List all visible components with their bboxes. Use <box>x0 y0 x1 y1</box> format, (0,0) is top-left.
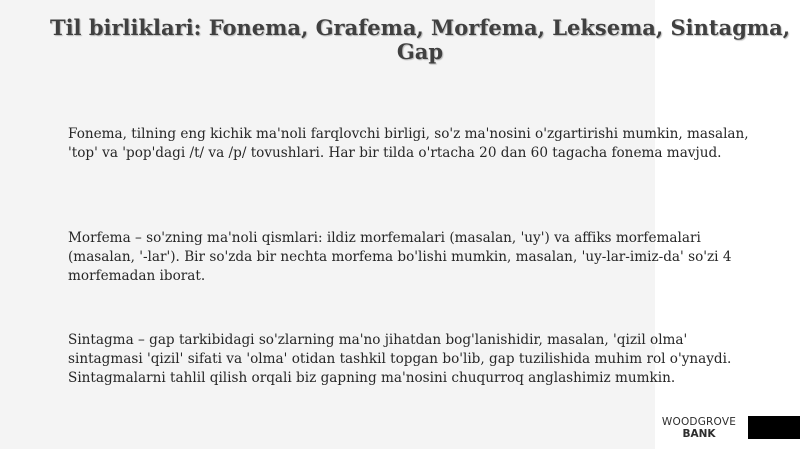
logo-line-woodgrove: WOODGROVE <box>661 416 737 428</box>
black-rectangle <box>748 416 800 439</box>
paragraph-morfema: Morfema – so'zning ma'noli qismlari: ildiz morfemalari (masalan, 'uy') va affiks morfemalari (masalan, '-lar'). Bir so'zda bir nechta morfema bo'lishi mumkin, masalan, 'uy-lar-imiz-da' so'zi 4 morfemadan iborat. <box>68 230 732 284</box>
paragraph-fonema: Fonema, tilning eng kichik ma'noli farqlovchi birligi, so'z ma'nosini o'zgartirishi mumkin, masalan, 'top' va 'pop'dagi /t/ va /p/ tovushlari. Har bir tilda o'rtacha 20 dan 60 tagacha fonema mavjud. <box>68 126 749 161</box>
logo-line-bank: BANK <box>682 428 716 440</box>
woodgrove-bank-logo <box>659 416 739 440</box>
paragraph-sintagma: Sintagma – gap tarkibidagi so'zlarning ma'no jihatdan bog'lanishidir, masalan, 'qizil olma' sintagmasi 'qizil' sifati va 'olma' otidan tashkil topgan bo'lib, gap tuzilishida muhim rol o'ynaydi. Sintagmalarni tahlil qilish orqali biz gapning ma'nosini chuqurroq anglashimiz mumkin. <box>68 332 732 386</box>
slide-title: Til birliklari: Fonema, Grafema, Morfema, Leksema, Sintagma, Gap <box>49 15 791 64</box>
